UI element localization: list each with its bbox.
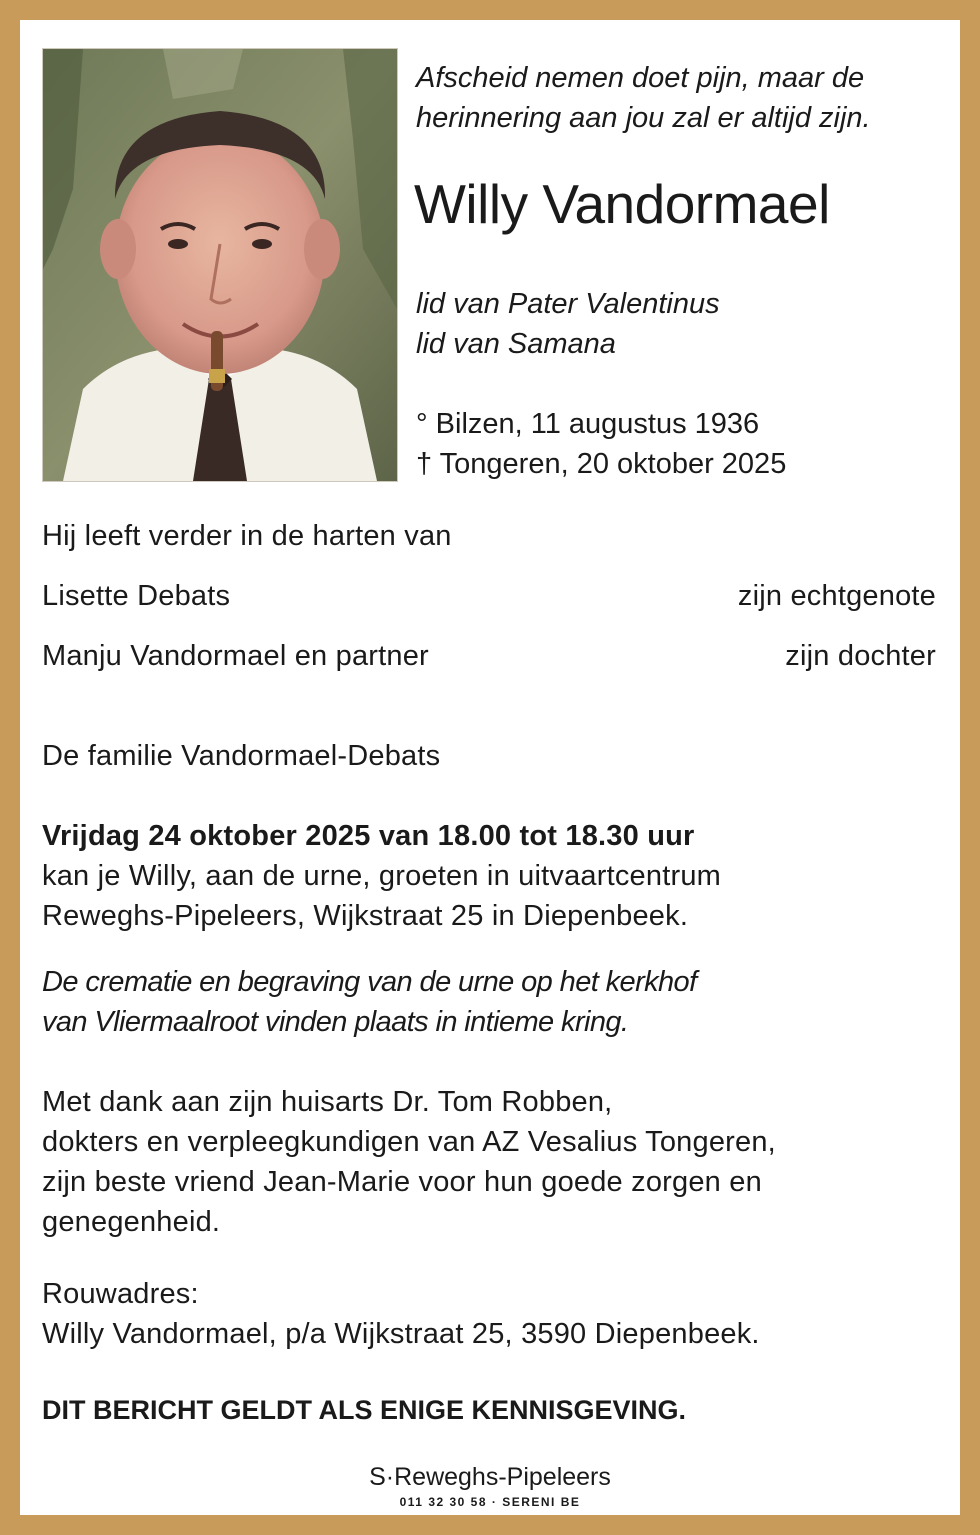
deceased-name: Willy Vandormael: [414, 173, 830, 235]
cremation-line-2: van Vliermaalroot vinden plaats in intieme kring.: [42, 1006, 629, 1038]
quote-line-2: herinnering aan jou zal er altijd zijn.: [416, 102, 871, 134]
portrait-image: [43, 49, 397, 481]
quote-line-1: Afscheid nemen doet pijn, maar de: [416, 62, 865, 94]
visitation-line-2: Reweghs-Pipeleers, Wijkstraat 25 in Diepenbeek.: [42, 900, 689, 932]
family-intro: Hij leeft verder in de harten van: [42, 520, 452, 552]
funeral-home-logo: [20, 1462, 960, 1510]
visitation-date: Vrijdag 24 oktober 2025 van 18.00 tot 18.30 uur: [42, 820, 695, 852]
cremation-line-1: De crematie en begraving van de urne op het kerkhof: [42, 966, 697, 998]
relative-relation-2: zijn dochter: [785, 640, 936, 672]
thanks-line-4: genegenheid.: [42, 1206, 221, 1238]
portrait-photo: [42, 48, 398, 482]
family-line: De familie Vandormael-Debats: [42, 740, 441, 772]
relative-relation-1: zijn echtgenote: [737, 580, 936, 612]
thanks-line-1: Met dank aan zijn huisarts Dr. Tom Robben,: [42, 1086, 613, 1118]
notice-line: DIT BERICHT GELDT ALS ENIGE KENNISGEVING.: [42, 1395, 687, 1425]
funeral-home-contact: 011 32 30 58 · SERENI BE: [399, 1495, 581, 1509]
address-label: Rouwadres:: [42, 1278, 199, 1310]
relative-name-1: Lisette Debats: [42, 580, 231, 612]
obituary-card: [20, 20, 960, 1515]
relative-name-2: Manju Vandormael en partner: [42, 640, 429, 672]
birth-line: ° Bilzen, 11 augustus 1936: [416, 408, 760, 440]
thanks-line-3: zijn beste vriend Jean-Marie voor hun goede zorgen en: [42, 1166, 762, 1198]
membership-2: lid van Samana: [416, 328, 616, 360]
membership-1: lid van Pater Valentinus: [416, 288, 720, 320]
funeral-home-name: S·Reweghs-Pipeleers: [369, 1463, 611, 1491]
thanks-line-2: dokters en verpleegkundigen van AZ Vesalius Tongeren,: [42, 1126, 776, 1158]
address-line: Willy Vandormael, p/a Wijkstraat 25, 3590 Diepenbeek.: [42, 1318, 760, 1350]
death-line: † Tongeren, 20 oktober 2025: [416, 448, 787, 480]
visitation-line-1: kan je Willy, aan de urne, groeten in uitvaartcentrum: [42, 860, 722, 892]
